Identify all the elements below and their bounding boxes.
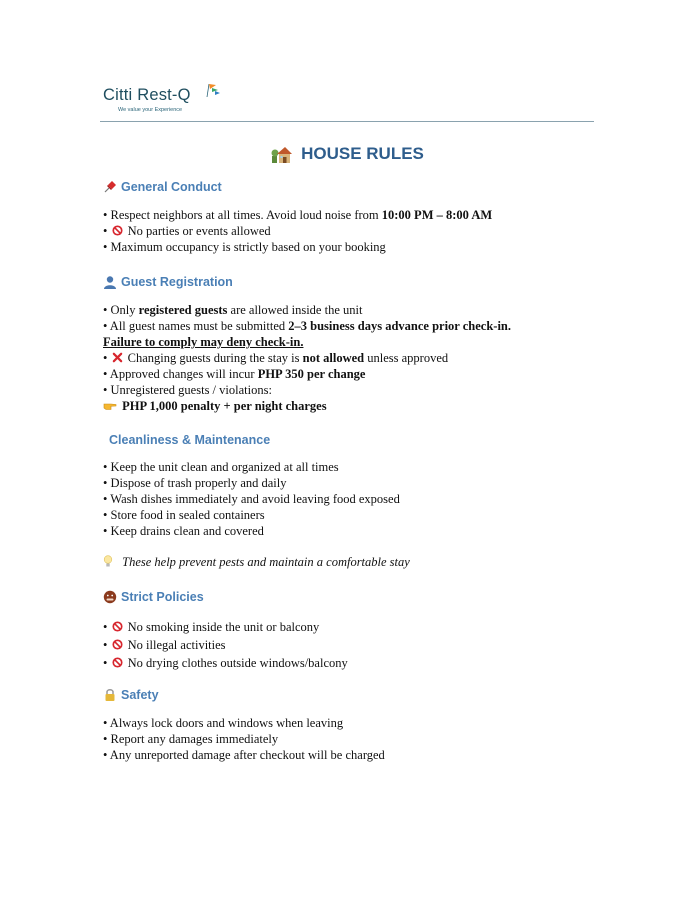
- list-item: PHP 1,000 penalty + per night charges: [103, 398, 511, 414]
- list-item: • No drying clothes outside windows/balcony: [103, 656, 348, 670]
- list-item: • Keep the unit clean and organized at all times: [103, 460, 339, 474]
- flag-logo-icon: [203, 82, 221, 98]
- list-item: • Unregistered guests / violations:: [103, 383, 272, 397]
- page-title: [0, 144, 695, 164]
- section-heading-strict-policies: [103, 590, 204, 604]
- list-item: • Always lock doors and windows when leaving: [103, 716, 344, 730]
- house-icon: [271, 144, 293, 164]
- prohibited-icon: [112, 639, 123, 650]
- list-item: • Any unreported damage after checkout will be charged: [103, 748, 385, 762]
- brand-logo: [103, 82, 233, 118]
- heading-text: Strict Policies: [121, 590, 204, 604]
- list-item: Failure to comply may deny check-in.: [103, 335, 304, 349]
- list-item: • Approved changes will incur PHP 350 per change: [103, 367, 366, 381]
- heading-text: General Conduct: [121, 180, 222, 194]
- cleanliness-list: [103, 459, 400, 539]
- list-item: • Keep drains clean and covered: [103, 524, 264, 538]
- brand-tagline: We value your Experience: [118, 107, 183, 113]
- title-text: HOUSE RULES: [301, 144, 424, 163]
- heading-text: Guest Registration: [121, 275, 233, 289]
- lightbulb-icon: [103, 555, 113, 568]
- brand-name: Citti Rest-Q: [103, 86, 191, 104]
- header-divider: [100, 121, 594, 122]
- section-heading-cleanliness: [109, 433, 270, 447]
- list-item: • Dispose of trash properly and daily: [103, 476, 287, 490]
- pushpin-icon: [103, 180, 117, 194]
- section-heading-safety: [103, 688, 159, 702]
- note-text: These help prevent pests and maintain a comfortable stay: [122, 555, 410, 569]
- heading-text: Safety: [121, 688, 159, 702]
- cross-mark-icon: [112, 352, 123, 363]
- guest-registration-list: [103, 302, 511, 414]
- list-item: • Store food in sealed containers: [103, 508, 265, 522]
- list-item: • Only registered guests are allowed inside the unit: [103, 303, 363, 317]
- person-icon: [103, 275, 117, 289]
- list-item: • Maximum occupancy is strictly based on your booking: [103, 240, 386, 254]
- list-item: • Changing guests during the stay is not allowed unless approved: [103, 351, 449, 365]
- general-conduct-list: [103, 207, 492, 255]
- prohibited-icon: [112, 657, 123, 668]
- no-smoking-face-icon: [103, 590, 117, 604]
- list-item: • No parties or events allowed: [103, 224, 271, 238]
- pointing-hand-icon: [103, 400, 117, 411]
- prohibited-icon: [112, 225, 123, 236]
- prohibited-icon: [112, 621, 123, 632]
- list-item: • No illegal activities: [103, 638, 226, 652]
- list-item: • Wash dishes immediately and avoid leaving food exposed: [103, 492, 400, 506]
- list-item: • Respect neighbors at all times. Avoid loud noise from 10:00 PM – 8:00 AM: [103, 208, 493, 222]
- cleanliness-note: [103, 555, 410, 570]
- section-heading-general-conduct: [103, 180, 222, 194]
- strict-policies-list: [103, 618, 348, 672]
- safety-list: [103, 715, 385, 763]
- list-item: • Report any damages immediately: [103, 732, 279, 746]
- list-item: • No smoking inside the unit or balcony: [103, 620, 320, 634]
- section-heading-guest-registration: [103, 275, 233, 289]
- lock-icon: [103, 688, 117, 702]
- heading-text: Cleanliness & Maintenance: [109, 433, 271, 447]
- list-item: • All guest names must be submitted 2–3 business days advance prior check-in.: [103, 319, 511, 333]
